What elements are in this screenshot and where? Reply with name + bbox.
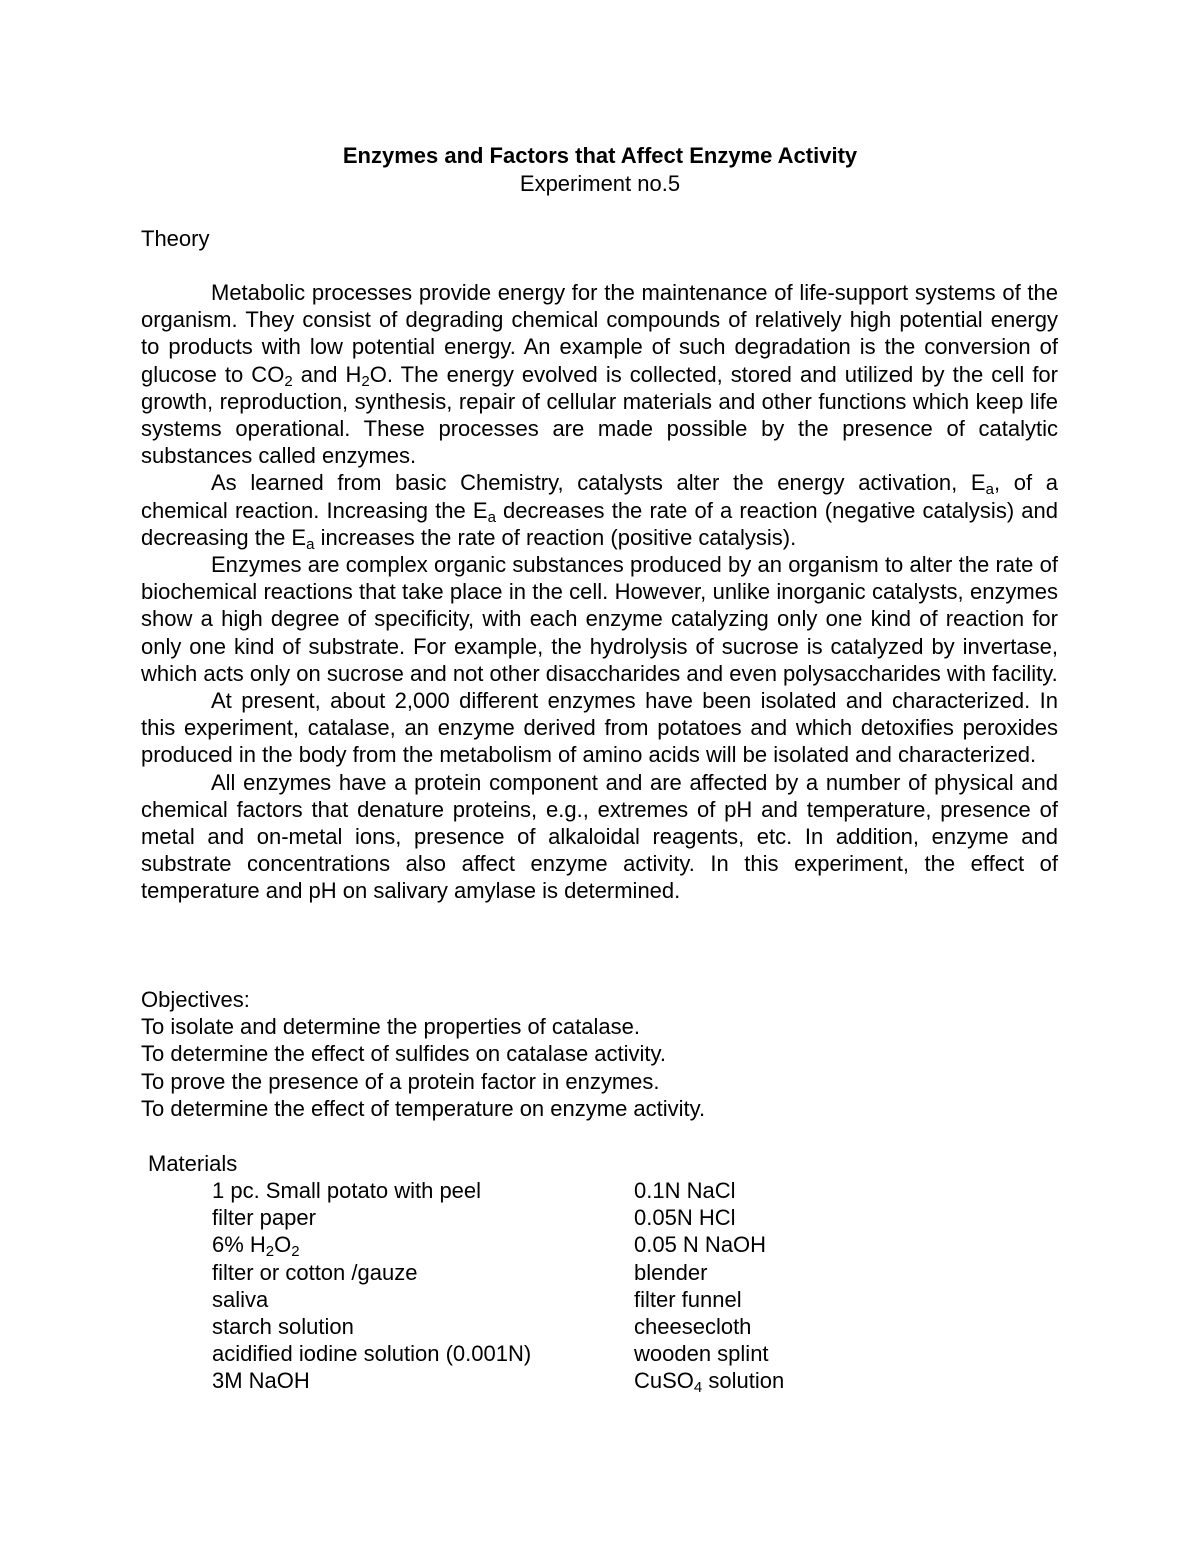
subscript: a bbox=[985, 481, 994, 499]
subscript: 4 bbox=[693, 1379, 703, 1397]
text-run: decreases the rate of a reaction (negative catalysis) and decreasing the E bbox=[141, 497, 1059, 550]
objective-item: To determine the effect of temperature on enzyme activity. bbox=[141, 1095, 706, 1121]
material-item: wooden splint bbox=[634, 1341, 769, 1367]
paragraph-catalysts bbox=[141, 469, 1058, 551]
subscript: 2 bbox=[361, 372, 370, 390]
subscript: 2 bbox=[265, 1243, 275, 1261]
paragraph-factors: All enzymes have a protein component and are affected by a number of physical and chemical factors that denature proteins, e.g., extremes of pH and temperature, presence of metal and on-metal ions, presence of alkaloidal reagents, etc. In addition, enzyme and substrate concentrations also affect enzyme activity. In this experiment, the effect of temperature and pH on salivary amylase is determined. bbox=[141, 769, 1058, 904]
text-run: and H bbox=[292, 361, 362, 387]
material-item bbox=[212, 1231, 531, 1261]
document-title: Enzymes and Factors that Affect Enzyme Activity bbox=[342, 143, 858, 168]
subscript: a bbox=[306, 535, 315, 553]
material-item: filter or cotton /gauze bbox=[212, 1259, 418, 1285]
document-subtitle: Experiment no.5 bbox=[519, 171, 681, 196]
material-item: blender bbox=[634, 1259, 708, 1285]
material-item: 0.05N HCl bbox=[634, 1205, 736, 1231]
text-run: solution bbox=[702, 1368, 785, 1394]
materials-left-column bbox=[212, 1177, 531, 1395]
material-item: 3M NaOH bbox=[212, 1368, 310, 1394]
material-item: starch solution bbox=[212, 1314, 354, 1340]
subscript: 2 bbox=[291, 1243, 300, 1261]
objectives-heading: Objectives: bbox=[141, 987, 250, 1012]
text-run: CuSO bbox=[634, 1368, 694, 1394]
paragraph-enzymes: Enzymes are complex organic substances produced by an organism to alter the rate of biochemical reactions that take place in the cell. However, unlike inorganic catalysts, enzymes show a high degree of specificity, with each enzyme catalyzing only one kind of reaction for only one kind of substrate. For example, the hydrolysis of sucrose is catalyzed by invertase, which acts only on sucrose and not other disaccharides and even polysaccharides with facility. bbox=[141, 552, 1058, 686]
materials-right-column bbox=[634, 1177, 784, 1395]
paragraph-metabolic bbox=[141, 279, 1058, 469]
objectives-section bbox=[141, 986, 1058, 1122]
material-item bbox=[634, 1367, 785, 1397]
materials-heading: Materials bbox=[148, 1151, 238, 1176]
objective-item: To isolate and determine the properties of catalase. bbox=[141, 1014, 640, 1040]
theory-heading: Theory bbox=[141, 226, 210, 251]
objective-item: To prove the presence of a protein factor in enzymes. bbox=[141, 1068, 660, 1094]
material-item: cheesecloth bbox=[634, 1314, 752, 1340]
material-item: filter paper bbox=[212, 1205, 316, 1231]
subscript: a bbox=[487, 508, 496, 526]
paragraph-catalase: At present, about 2,000 different enzymes have been isolated and characterized. In this experiment, catalase, an enzyme derived from potatoes and which detoxifies peroxides produced in the body from the metabolism of amino acids will be isolated and characterized. bbox=[141, 688, 1058, 768]
material-item: 1 pc. Small potato with peel bbox=[212, 1178, 482, 1203]
theory-body bbox=[141, 279, 1058, 905]
material-item: filter funnel bbox=[634, 1286, 742, 1312]
text-run: , of a chemical reaction. Increasing the E bbox=[141, 470, 1058, 523]
text-run: As learned from basic Chemistry, catalysts alter the energy activation, E bbox=[211, 470, 986, 496]
material-item: 0.05 N NaOH bbox=[634, 1232, 767, 1258]
objective-item: To determine the effect of sulfides on catalase activity. bbox=[141, 1041, 667, 1067]
text-run: Metabolic processes provide energy for the maintenance of life-support systems of the organism. They consist of degrading chemical compounds of relatively high potential energy to products with low potential energy. An example of such degradation is the conversion of glucose to CO bbox=[141, 280, 1058, 387]
subscript: 2 bbox=[284, 372, 293, 390]
material-item: acidified iodine solution (0.001N) bbox=[212, 1341, 532, 1367]
text-run: 6% H bbox=[212, 1232, 266, 1258]
text-run: O. The energy evolved is collected, stored and utilized by the cell for growth, reproduction, synthesis, repair of cellular materials and other functions which keep life systems operational. These processes are made possible by the presence of catalytic substances called enzymes. bbox=[141, 361, 1058, 469]
text-run: O bbox=[274, 1232, 292, 1258]
material-item: 0.1N NaCl bbox=[634, 1178, 736, 1203]
material-item: saliva bbox=[212, 1286, 269, 1312]
text-run: increases the rate of reaction (positive catalysis). bbox=[314, 524, 797, 550]
